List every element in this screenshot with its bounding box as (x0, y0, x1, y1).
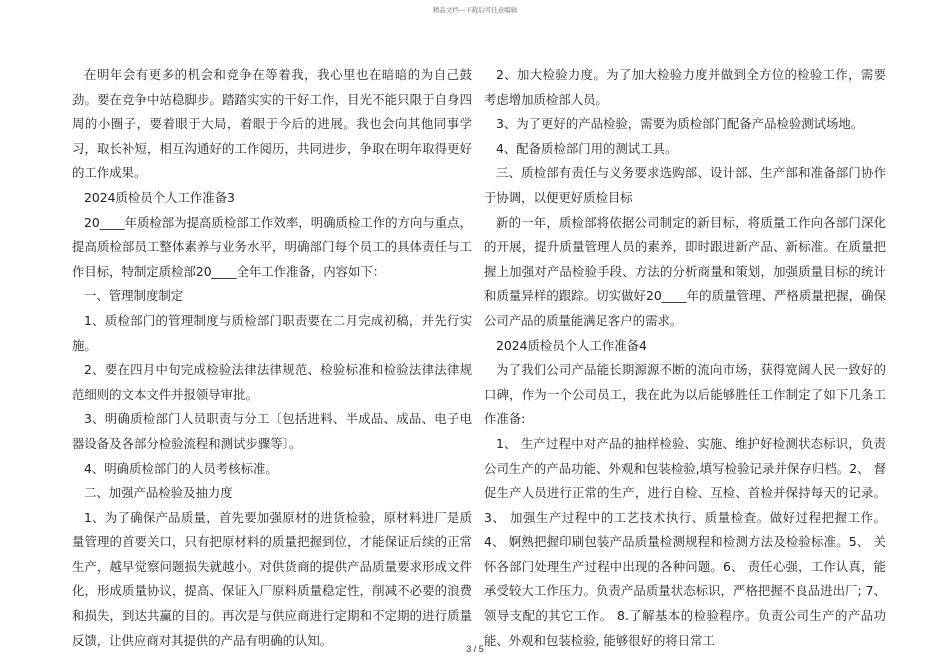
paragraph: 2、加大检验力度。为了加大检验力度并做到全方位的检验工作，需要考虑增加质检部人员。 (484, 67, 886, 107)
right-column (484, 63, 886, 653)
section-heading: 三、质检部有责任与义务要求选购部、设计部、生产部和准备部门协作于协调，以便更好质检目标 (484, 165, 886, 205)
paragraph: 4、配备质检部门用的测试工具。 (496, 140, 678, 156)
page-header: 精品文档---下载后可任意编辑 (432, 6, 518, 14)
section-heading: 一、管理制度制定 (84, 288, 184, 304)
section-heading: 二、加强产品检验及抽力度 (84, 485, 233, 501)
paragraph: 2、要在四月中旬完成检验法律法律规范、检验标准和检验法律法律规范细则的文本文件并报领导审批。 (72, 362, 472, 402)
paragraph: 4、明确质检部门的人员考核标准。 (84, 460, 278, 476)
paragraph: 20____年质检部为提高质检部工作效率，明确质检工作的方向与重点，提高质检部员工整体素养与业务水平，明确部门每个员工的具体责任与工作目标，特制定质检部20____全年工作准备，内容如下： (72, 214, 472, 279)
paragraph: 3、为了更好的产品检验，需要为质检部门配备产品检验测试场地。 (496, 116, 864, 132)
paragraph: 1、为了确保产品质量，首先要加强原材的进货检验，原材料进厂是质量管理的首要关口，只有把原材料的质量把握到位，才能保证后续的正常生产，越早觉察问题损失就越小。对供货商的提供产品质量要求形成文件化，形成质量协议，提高、保证入厂原料质量稳定性，削减不必要的浪费和损失，到达共赢的目的。再次是与供应商进行定期和不定期的进行质量反馈，让供应商对其提供的产品有明确的认知。 (72, 509, 472, 648)
paragraph: 1、质检部门的管理制度与质检部门职责要在二月完成初稿，并先行实施。 (72, 312, 472, 353)
paragraph: 在明年会有更多的机会和竞争在等着我，我心里也在暗暗的为自己鼓劲。要在竞争中站稳脚步。踏踏实实的干好工作，目光不能只限于自身四周的小圈子，要着眼于大局，着眼于今后的进展。我也会向其他同事学习，取长补短，相互沟通好的工作阅历，共同进步，争取在明年取得更好的工作成果。 (72, 67, 472, 181)
page-number: 3 / 5 (466, 644, 484, 654)
section-heading: 2024质检员个人工作准备4 (496, 337, 647, 353)
paragraph: 为了我们公司产品能长期源源不断的流向市场，获得宽阔人民一致好的口碑，作为一个公司员工，我在此为以后能够胜任工作制定了如下几条工作准备: (484, 362, 886, 427)
left-column (72, 63, 472, 653)
paragraph: 新的一年，质检部将依据公司制定的新目标，将质量工作向各部门深化的开展，提升质量管理人员的素养，即时跟进新产品、新标准。在质量把握上加强对产品检验手段、方法的分析商量和策划，加强质量目标的统计和质量异样的跟踪。切实做好20____年的质量管理、严格质量把握，确保公司产品的质量能满足客户的需求。 (484, 214, 886, 328)
section-heading: 2024质检员个人工作准备3 (84, 189, 235, 205)
paragraph: 3、明确质检部门人员职责与分工〔包括进料、半成品、成品、电子电器设备及各部分检验流程和测试步骤等〕。 (72, 411, 472, 451)
paragraph: 1、 生产过程中对产品的抽样检验、实施、维护好检测状态标识，负责公司生产的产品功能、外观和包装检验,填写检验记录并保存归档。2、 督促生产人员进行正常的生产，进行自检、互检、首检并保持每天的记录。3、 加强生产过程中的工艺技术执行、质量检查。做好过程把握工作。4、 婀熟把握印刷包装产品质量检测规程和检测方法及检验标准。5、 关怀各部门处理生产过程中出现的各种问题。6、 责任心强，工作认真，能承受较大工作压力。负责产品质量状态标识，严格把握不良品进出厂; 7、领导支配的其它工作。 8.了解基本的检验程序。负责公司生产的产品功能、外观和包装检验, 能够很好的将日常工 (484, 435, 886, 648)
